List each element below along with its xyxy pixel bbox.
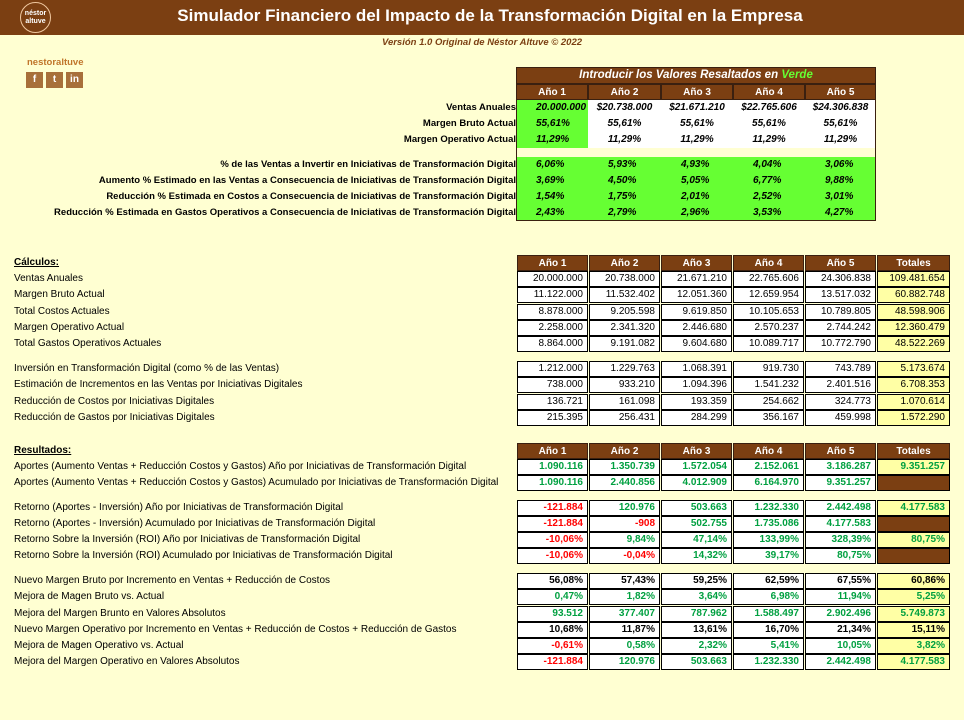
table-cell: 193.359 — [661, 394, 732, 410]
table-cell: 11.122.000 — [517, 287, 588, 303]
table-cell: 21.671.210 — [661, 271, 732, 287]
table-cell: 24.306.838 — [805, 271, 876, 287]
computed-value: 55,61% — [588, 116, 661, 132]
table-cell: 284.299 — [661, 410, 732, 426]
table-cell: 16,70% — [733, 622, 804, 638]
total-cell: 80,75% — [877, 532, 950, 548]
row-label: Total Gastos Operativos Actuales — [14, 338, 162, 349]
input-field[interactable]: 6,06% — [516, 157, 588, 173]
input-title-highlight: Verde — [781, 69, 813, 81]
table-cell: 6,98% — [733, 589, 804, 605]
input-field[interactable]: 3,69% — [516, 173, 588, 189]
input-section-title — [516, 67, 876, 84]
input-field[interactable]: 20.000.000 — [516, 100, 588, 116]
table-cell: 324.773 — [805, 394, 876, 410]
table-cell: 2.570.237 — [733, 320, 804, 336]
table-cell: 0,47% — [517, 589, 588, 605]
computed-value: 11,29% — [805, 132, 876, 148]
total-cell: 15,11% — [877, 622, 950, 638]
input-field[interactable]: 3,06% — [805, 157, 876, 173]
table-cell: 133,99% — [733, 532, 804, 548]
input-field[interactable]: 4,27% — [805, 205, 876, 221]
resultados-title: Resultados: — [14, 445, 72, 456]
total-cell: 109.481.654 — [877, 271, 950, 287]
table-cell: 6.164.970 — [733, 475, 804, 491]
total-cell-empty — [877, 548, 950, 564]
table-cell: 2.744.242 — [805, 320, 876, 336]
input-row-label: Margen Operativo Actual — [403, 134, 516, 145]
table-cell: 12.659.954 — [733, 287, 804, 303]
input-field[interactable]: 11,29% — [516, 132, 588, 148]
table-cell: 9.619.850 — [661, 304, 732, 320]
table-cell: 10.772.790 — [805, 336, 876, 352]
input-title-prefix: Introducir los Valores Resaltados en — [579, 69, 782, 81]
table-cell: 9,84% — [589, 532, 660, 548]
table-cell: 11,94% — [805, 589, 876, 605]
social-links — [26, 72, 83, 88]
table-cell: 11.532.402 — [589, 287, 660, 303]
column-header-5: Año 5 — [805, 255, 876, 271]
table-cell: 21,34% — [805, 622, 876, 638]
table-cell: 80,75% — [805, 548, 876, 564]
input-field[interactable]: 2,01% — [661, 189, 733, 205]
table-cell: 787.962 — [661, 606, 732, 622]
table-cell: 2.446.680 — [661, 320, 732, 336]
year-header-4: Año 4 — [733, 84, 805, 100]
table-cell: 503.663 — [661, 654, 732, 670]
table-cell: 10.105.653 — [733, 304, 804, 320]
row-label: Aportes (Aumento Ventas + Reducción Costos y Gastos) Acumulado por Iniciativas de Transformación Digital — [14, 477, 499, 488]
table-cell: 20.000.000 — [517, 271, 588, 287]
table-cell: 502.755 — [661, 516, 732, 532]
input-row-label: Reducción % Estimada en Costos a Consecuencia de Iniciativas de Transformación Digital — [106, 191, 516, 202]
row-label: Aportes (Aumento Ventas + Reducción Costos y Gastos) Año por Iniciativas de Transformación Digital — [14, 461, 467, 472]
logo: néstor altuve — [20, 2, 51, 33]
column-header-6: Totales — [877, 255, 950, 271]
row-label: Ventas Anuales — [14, 273, 83, 284]
row-label: Reducción de Gastos por Iniciativas Digitales — [14, 412, 215, 423]
table-cell: 10,68% — [517, 622, 588, 638]
total-cell: 5.749.873 — [877, 606, 950, 622]
calculos-title: Cálculos: — [14, 257, 60, 268]
table-cell: 13,61% — [661, 622, 732, 638]
year-header-5: Año 5 — [805, 84, 876, 100]
table-cell: 1.735.086 — [733, 516, 804, 532]
computed-value: $22.765.606 — [733, 100, 805, 116]
row-label: Nuevo Margen Operativo por Incremento en Ventas + Reducción de Costos + Reducción de Gastos — [14, 624, 457, 635]
computed-value: 11,29% — [661, 132, 733, 148]
table-cell: 62,59% — [733, 573, 804, 589]
table-cell: 743.789 — [805, 361, 876, 377]
version-text: Versión 1.0 Original de Néstor Altuve © 2022 — [381, 37, 583, 48]
table-cell: -121.884 — [517, 654, 588, 670]
brand-name: nestoraltuve — [27, 57, 84, 68]
computed-value: 11,29% — [588, 132, 661, 148]
table-cell: 1.094.396 — [661, 377, 732, 393]
total-cell: 5.173.674 — [877, 361, 950, 377]
table-cell: 1.350.739 — [589, 459, 660, 475]
table-cell: -121.884 — [517, 516, 588, 532]
row-label: Mejora del Margen Brunto en Valores Absolutos — [14, 608, 226, 619]
column-header-2: Año 2 — [589, 255, 660, 271]
column-header-3: Año 3 — [661, 255, 732, 271]
table-cell: 4.177.583 — [805, 516, 876, 532]
table-cell: 2.401.516 — [805, 377, 876, 393]
table-cell: 8.878.000 — [517, 304, 588, 320]
table-cell: 1.229.763 — [589, 361, 660, 377]
table-cell: 1,82% — [589, 589, 660, 605]
table-cell: 12.051.360 — [661, 287, 732, 303]
input-field[interactable]: 2,96% — [661, 205, 733, 221]
table-cell: 1.090.116 — [517, 475, 588, 491]
table-cell: 120.976 — [589, 500, 660, 516]
column-header-4: Año 4 — [733, 255, 804, 271]
input-field[interactable]: 6,77% — [733, 173, 805, 189]
input-field[interactable]: 2,52% — [733, 189, 805, 205]
input-field[interactable]: 5,93% — [588, 157, 661, 173]
computed-value: $20.738.000 — [588, 100, 661, 116]
twitter-icon[interactable]: t — [46, 72, 63, 88]
table-cell: 47,14% — [661, 532, 732, 548]
total-cell: 6.708.353 — [877, 377, 950, 393]
table-cell: 11,87% — [589, 622, 660, 638]
row-label: Reducción de Costos por Iniciativas Digitales — [14, 396, 215, 407]
table-cell: 1.232.330 — [733, 654, 804, 670]
table-cell: 2.442.498 — [805, 500, 876, 516]
year-header-1: Año 1 — [516, 84, 588, 100]
total-cell: 5,25% — [877, 589, 950, 605]
table-cell: -908 — [589, 516, 660, 532]
input-field[interactable]: 2,43% — [516, 205, 588, 221]
total-cell-empty — [877, 516, 950, 532]
table-cell: -10,06% — [517, 548, 588, 564]
total-cell-empty — [877, 475, 950, 491]
input-row-label: Aumento % Estimado en las Ventas a Consecuencia de Iniciativas de Transformación Digital — [98, 175, 516, 186]
table-cell: 4.012.909 — [661, 475, 732, 491]
year-header-3: Año 3 — [661, 84, 733, 100]
column-header-2: Año 2 — [589, 443, 660, 459]
computed-value: 55,61% — [805, 116, 876, 132]
input-field[interactable]: 4,93% — [661, 157, 733, 173]
total-cell: 48.598.906 — [877, 304, 950, 320]
input-field[interactable]: 5,05% — [661, 173, 733, 189]
column-header-1: Año 1 — [517, 443, 588, 459]
table-cell: 0,58% — [589, 638, 660, 654]
table-cell: 503.663 — [661, 500, 732, 516]
computed-value: 11,29% — [733, 132, 805, 148]
computed-value: $24.306.838 — [805, 100, 876, 116]
row-label: Nuevo Margen Bruto por Incremento en Ventas + Reducción de Costos — [14, 575, 331, 586]
table-cell: 10.789.805 — [805, 304, 876, 320]
table-cell: 59,25% — [661, 573, 732, 589]
row-label: Estimación de Incrementos en las Ventas por Iniciativas Digitales — [14, 379, 303, 390]
table-cell: 215.395 — [517, 410, 588, 426]
table-cell: 10.089.717 — [733, 336, 804, 352]
table-cell: 2,32% — [661, 638, 732, 654]
title-banner — [0, 0, 964, 35]
table-cell: 377.407 — [589, 606, 660, 622]
computed-value: 55,61% — [661, 116, 733, 132]
table-cell: 1.068.391 — [661, 361, 732, 377]
row-label: Retorno Sobre la Inversión (ROI) Acumulado por Iniciativas de Transformación Digital — [14, 550, 393, 561]
row-label: Mejora del Margen Operativo en Valores Absolutos — [14, 656, 240, 667]
page-title: Simulador Financiero del Impacto de la Transformación Digital en la Empresa — [177, 6, 803, 25]
table-cell: 13.517.032 — [805, 287, 876, 303]
table-cell: 2.442.498 — [805, 654, 876, 670]
row-label: Retorno Sobre la Inversión (ROI) Año por Iniciativas de Transformación Digital — [14, 534, 361, 545]
table-cell: 328,39% — [805, 532, 876, 548]
table-cell: 8.864.000 — [517, 336, 588, 352]
total-cell: 1.572.290 — [877, 410, 950, 426]
table-cell: 56,08% — [517, 573, 588, 589]
column-header-4: Año 4 — [733, 443, 804, 459]
table-cell: 356.167 — [733, 410, 804, 426]
table-cell: 2.440.856 — [589, 475, 660, 491]
table-cell: 1.090.116 — [517, 459, 588, 475]
table-cell: -121.884 — [517, 500, 588, 516]
input-row-label: Margen Bruto Actual — [422, 118, 516, 129]
input-field[interactable]: 4,04% — [733, 157, 805, 173]
table-cell: 22.765.606 — [733, 271, 804, 287]
table-cell: 459.998 — [805, 410, 876, 426]
column-header-6: Totales — [877, 443, 950, 459]
table-cell: 20.738.000 — [589, 271, 660, 287]
table-cell: 1.588.497 — [733, 606, 804, 622]
row-label: Inversión en Transformación Digital (como % de las Ventas) — [14, 363, 280, 374]
table-cell: 93.512 — [517, 606, 588, 622]
total-cell: 1.070.614 — [877, 394, 950, 410]
table-cell: 2.258.000 — [517, 320, 588, 336]
column-header-1: Año 1 — [517, 255, 588, 271]
table-cell: -0,04% — [589, 548, 660, 564]
table-cell: 254.662 — [733, 394, 804, 410]
total-cell: 3,82% — [877, 638, 950, 654]
table-cell: 2.152.061 — [733, 459, 804, 475]
table-cell: 14,32% — [661, 548, 732, 564]
row-label: Mejora de Magen Bruto vs. Actual — [14, 591, 165, 602]
table-cell: 39,17% — [733, 548, 804, 564]
row-label: Margen Operativo Actual — [14, 322, 125, 333]
computed-value: $21.671.210 — [661, 100, 733, 116]
column-header-3: Año 3 — [661, 443, 732, 459]
year-header-2: Año 2 — [588, 84, 661, 100]
input-row-label: Reducción % Estimada en Gastos Operativos a Consecuencia de Iniciativas de Transformación Digital — [54, 207, 516, 218]
table-cell: 1.232.330 — [733, 500, 804, 516]
row-label: Retorno (Aportes - Inversión) Acumulado por Iniciativas de Transformación Digital — [14, 518, 376, 529]
table-cell: 10,05% — [805, 638, 876, 654]
input-field[interactable]: 3,53% — [733, 205, 805, 221]
table-cell: 9.191.082 — [589, 336, 660, 352]
row-label: Margen Bruto Actual — [14, 289, 105, 300]
total-cell: 9.351.257 — [877, 459, 950, 475]
table-cell: 256.431 — [589, 410, 660, 426]
input-field[interactable]: 3,01% — [805, 189, 876, 205]
input-field[interactable]: 2,79% — [588, 205, 661, 221]
total-cell: 60,86% — [877, 573, 950, 589]
table-cell: 2.341.320 — [589, 320, 660, 336]
linkedin-icon[interactable]: in — [66, 72, 83, 88]
table-cell: 1.572.054 — [661, 459, 732, 475]
table-cell: 933.210 — [589, 377, 660, 393]
table-cell: 1.541.232 — [733, 377, 804, 393]
table-cell: 67,55% — [805, 573, 876, 589]
row-label: Retorno (Aportes - Inversión) Año por Iniciativas de Transformación Digital — [14, 502, 344, 513]
input-field[interactable]: 55,61% — [516, 116, 588, 132]
table-cell: 738.000 — [517, 377, 588, 393]
total-cell: 4.177.583 — [877, 654, 950, 670]
total-cell: 4.177.583 — [877, 500, 950, 516]
total-cell: 12.360.479 — [877, 320, 950, 336]
facebook-icon[interactable]: f — [26, 72, 43, 88]
table-cell: 919.730 — [733, 361, 804, 377]
table-cell: 3,64% — [661, 589, 732, 605]
input-field[interactable]: 1,54% — [516, 189, 588, 205]
column-header-5: Año 5 — [805, 443, 876, 459]
row-label: Mejora de Magen Operativo vs. Actual — [14, 640, 184, 651]
table-cell: 2.902.496 — [805, 606, 876, 622]
table-cell: 1.212.000 — [517, 361, 588, 377]
input-row-label: % de las Ventas a Invertir en Iniciativas de Transformación Digital — [220, 159, 516, 170]
table-cell: -10,06% — [517, 532, 588, 548]
input-field[interactable]: 1,75% — [588, 189, 661, 205]
table-cell: 57,43% — [589, 573, 660, 589]
table-cell: 136.721 — [517, 394, 588, 410]
total-cell: 48.522.269 — [877, 336, 950, 352]
total-cell: 60.882.748 — [877, 287, 950, 303]
input-field[interactable]: 4,50% — [588, 173, 661, 189]
table-cell: 161.098 — [589, 394, 660, 410]
table-cell: 5,41% — [733, 638, 804, 654]
input-row-label: Ventas Anuales — [446, 102, 516, 113]
input-field[interactable]: 9,88% — [805, 173, 876, 189]
table-cell: -0,61% — [517, 638, 588, 654]
computed-value: 55,61% — [733, 116, 805, 132]
table-cell: 9.351.257 — [805, 475, 876, 491]
table-cell: 3.186.287 — [805, 459, 876, 475]
table-cell: 9.604.680 — [661, 336, 732, 352]
row-label: Total Costos Actuales — [14, 306, 110, 317]
table-cell: 120.976 — [589, 654, 660, 670]
table-cell: 9.205.598 — [589, 304, 660, 320]
